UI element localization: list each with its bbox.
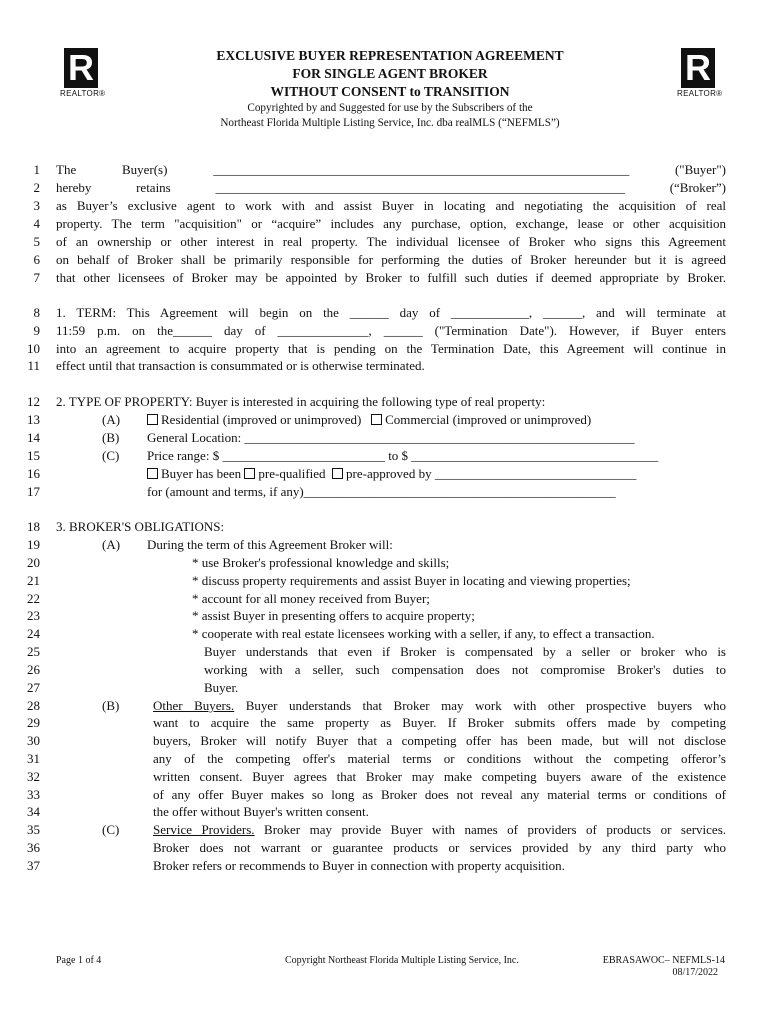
- prequal-label: Buyer has been: [161, 466, 242, 481]
- obligation-item: * assist Buyer in presenting offers to acquire property;: [192, 608, 475, 623]
- obligation-a-label: (A): [102, 537, 121, 552]
- line-number: 2: [33, 180, 40, 195]
- line-number: 29: [27, 715, 40, 730]
- term-text: into an agreement to acquire property that is pending on the Termination Date, this Agreement will continue in: [56, 341, 726, 356]
- realtor-logo-letter: R: [685, 47, 711, 88]
- line-number: 4: [33, 216, 40, 231]
- service-providers-text: Broker refers or recommends to Buyer in connection with property acquisition.: [153, 858, 565, 873]
- line-number: 12: [27, 394, 40, 409]
- form-date: 08/17/2022: [672, 967, 718, 978]
- service-providers-first-line: [153, 821, 726, 838]
- title-line-1: EXCLUSIVE BUYER REPRESENTATION AGREEMENT: [216, 48, 564, 63]
- intro-text: that other licensees of Broker may be appointed by Broker to fulfill such duties if deemed appropriate by Broker.: [56, 270, 726, 285]
- pre-qualified-checkbox[interactable]: [244, 468, 255, 479]
- service-providers-title: Service Providers.: [153, 822, 255, 837]
- line-number: 18: [27, 519, 40, 534]
- intro-text: on behalf of Broker shall be primarily responsible for performing the duties of Broker hereunder but it is agreed: [56, 252, 726, 267]
- line-number: 23: [27, 608, 40, 623]
- prequalification-line: [147, 465, 636, 482]
- other-buyers-text: want to acquire the same property as Buyer. If Broker submits offers made by competing: [153, 715, 726, 730]
- obligation-item: * cooperate with real estate licensees working with a seller, if any, to effect a transaction.: [192, 626, 655, 641]
- line-number: 21: [27, 573, 40, 588]
- compensation-note: working with a seller, such compensation does not compromise Broker's duties to: [204, 662, 726, 677]
- amount-terms-line: for (amount and terms, if any)________________________________________________: [147, 484, 616, 499]
- type-b-label: (B): [102, 430, 120, 445]
- line-number: 13: [27, 412, 40, 427]
- line-number: 15: [27, 448, 40, 463]
- copyright-line-1: Copyrighted by and Suggested for use by the Subscribers of the: [247, 102, 533, 114]
- broker-name-line: hereby retains _______________________________________________________________ (“Broker”): [56, 180, 726, 195]
- term-text: 11:59 p.m. on the______ day of ______________, ______ ("Termination Date"). However, if Buyer enters: [56, 323, 726, 338]
- obligation-c-label: (C): [102, 822, 120, 837]
- buyer-name-line: The Buyer(s) ________________________________________________________________ ("Buyer"): [56, 162, 726, 177]
- page-number: Page 1 of 4: [56, 955, 102, 966]
- compensation-note: Buyer understands that even if Broker is compensated by a seller or broker who is: [204, 644, 726, 659]
- line-number: 34: [27, 804, 40, 819]
- term-text: effect until that transaction is consummated or is otherwise terminated.: [56, 358, 425, 373]
- line-number: 5: [33, 234, 40, 249]
- realtor-logo-word: REALTOR®: [60, 89, 106, 98]
- intro-text: as Buyer’s exclusive agent to work with and assist Buyer in locating and negotiating the acquisition of real: [56, 198, 726, 213]
- commercial-label: Commercial (improved or unimproved): [385, 412, 592, 427]
- obligation-item: * discuss property requirements and assist Buyer in locating and viewing properties;: [192, 573, 631, 588]
- type-heading: 2. TYPE OF PROPERTY: Buyer is interested in acquiring the following type of real property:: [56, 394, 546, 409]
- line-number: 8: [33, 305, 40, 320]
- realtor-logo-word: REALTOR®: [677, 89, 723, 98]
- line-number: 32: [27, 769, 40, 784]
- obligations-heading: 3. BROKER'S OBLIGATIONS:: [56, 519, 225, 534]
- line-number: 26: [27, 662, 40, 677]
- realtor-logo-left: [60, 48, 106, 104]
- obligation-item: * account for all money received from Buyer;: [192, 591, 430, 606]
- line-number: 22: [27, 591, 40, 606]
- title-line-2: FOR SINGLE AGENT BROKER: [292, 66, 488, 81]
- obligation-item: * use Broker's professional knowledge and skills;: [192, 555, 450, 570]
- price-range-line: Price range: $ _________________________ to $ ______________________________________: [147, 448, 659, 463]
- line-number: 25: [27, 644, 40, 659]
- pre-qualified-label: pre-qualified: [258, 466, 326, 481]
- line-number: 11: [27, 358, 40, 373]
- line-number: 33: [27, 787, 40, 802]
- other-buyers-text: of any offer Buyer makes so long as Broker does not reveal any material terms or conditions of: [153, 787, 726, 802]
- line-number: 17: [27, 484, 40, 499]
- line-number: 35: [27, 822, 40, 837]
- line-number: 37: [27, 858, 40, 873]
- other-buyers-text: any of the competing offer's material terms or conditions without the competing offeror’s: [153, 751, 726, 766]
- intro-text: of an ownership or other interest in real property. The individual licensee of Broker who signs this Agreement: [56, 234, 726, 249]
- intro-text: property. The term "acquisition" or “acquire” includes any purchase, option, exchange, lease or other acquisition: [56, 216, 726, 231]
- line-number: 19: [27, 537, 40, 552]
- realtor-logo-letter: R: [68, 47, 94, 88]
- service-providers-text: Broker may provide Buyer with names of providers of products or services.: [264, 822, 727, 837]
- other-buyers-text: Buyer understands that Broker may work with other prospective buyers who: [245, 698, 727, 713]
- other-buyers-text: the offer without Buyer's written consent.: [153, 804, 369, 819]
- other-buyers-title: Other Buyers.: [153, 698, 235, 713]
- copyright-line-2: Northeast Florida Multiple Listing Service, Inc. dba realMLS (“NEFMLS”): [220, 117, 560, 129]
- line-number: 10: [27, 341, 40, 356]
- term-text: 1. TERM: This Agreement will begin on the ______ day of ____________, ______, and will terminate at: [56, 305, 726, 320]
- type-c-label: (C): [102, 448, 120, 463]
- footer-copyright: Copyright Northeast Florida Multiple Listing Service, Inc.: [285, 955, 519, 966]
- general-location-line: General Location: ____________________________________________________________: [147, 430, 635, 445]
- other-buyers-first-line: [153, 697, 726, 714]
- title-line-3: WITHOUT CONSENT to TRANSITION: [270, 84, 510, 99]
- realtor-logo-right: [677, 48, 723, 104]
- type-a-options: [147, 411, 591, 428]
- obligation-a-intro: During the term of this Agreement Broker will:: [147, 537, 393, 552]
- pre-approved-checkbox[interactable]: [332, 468, 343, 479]
- line-number: 16: [27, 466, 40, 481]
- commercial-checkbox[interactable]: [371, 414, 382, 425]
- line-number: 31: [27, 751, 40, 766]
- line-number: 36: [27, 840, 40, 855]
- line-number: 14: [27, 430, 40, 445]
- other-buyers-text: buyers, Broker will notify Buyer that a competing offer has been made, but will not disclose: [153, 733, 726, 748]
- obligation-b-label: (B): [102, 698, 120, 713]
- line-number: 6: [33, 252, 40, 267]
- line-number: 27: [27, 680, 40, 695]
- line-number: 30: [27, 733, 40, 748]
- residential-label: Residential (improved or unimproved): [161, 412, 362, 427]
- type-a-label: (A): [102, 412, 121, 427]
- line-number: 9: [33, 323, 40, 338]
- line-number: 1: [33, 162, 40, 177]
- line-number: 20: [27, 555, 40, 570]
- line-number: 28: [27, 698, 40, 713]
- pre-approved-label: pre-approved by _______________________________: [346, 466, 637, 481]
- residential-checkbox[interactable]: [147, 414, 158, 425]
- compensation-note: Buyer.: [204, 680, 239, 695]
- line-number: 24: [27, 626, 40, 641]
- other-buyers-text: written consent. Buyer agrees that Broker may make competing buyers aware of the existence: [153, 769, 726, 784]
- line-number: 3: [33, 198, 40, 213]
- form-code: EBRASAWOC– NEFMLS-14: [602, 955, 725, 966]
- service-providers-text: Broker does not warrant or guarantee products or services provided by any third party who: [153, 840, 726, 855]
- line-number: 7: [33, 270, 40, 285]
- buyer-has-been-checkbox[interactable]: [147, 468, 158, 479]
